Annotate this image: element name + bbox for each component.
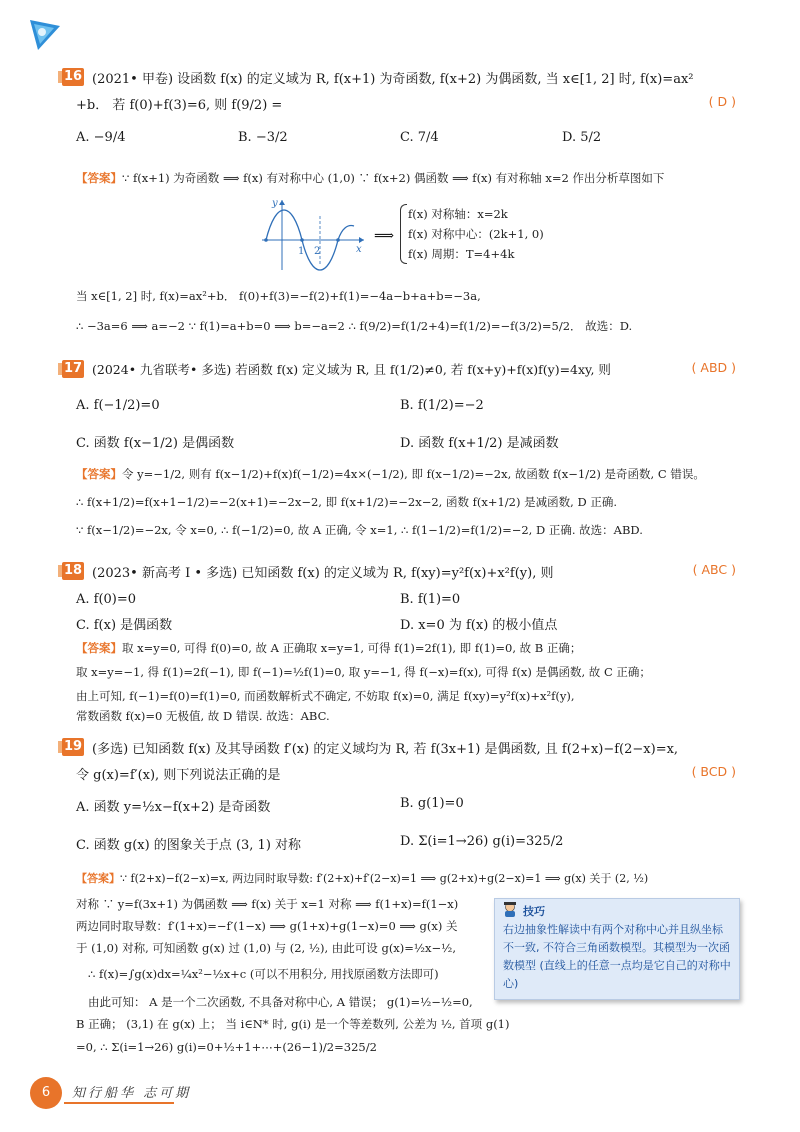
option-d: D. x=0 为 f(x) 的极小值点	[400, 618, 558, 633]
solution-label: 【答案】	[76, 641, 122, 655]
option-c: C. 函数 f(x−1/2) 是偶函数	[76, 436, 235, 451]
option-a: A. f(−1/2)=0	[76, 398, 160, 413]
graph-tick-1: 1	[298, 246, 305, 257]
graph-property: f(x) 对称中心：(2k+1, 0)	[408, 227, 544, 241]
graph-tick-2: 2	[314, 246, 321, 257]
brace	[400, 204, 407, 264]
solution-line: ∴ f(x+1/2)=f(x+1−1/2)=−2(x+1)=−2x−2, 即 f(x+1/2)=−2x−2, 函数 f(x+1/2) 是减函数, D 正确.	[76, 495, 617, 509]
solution-line: ∴ f(x)=∫g(x)dx=¼x²−½x+c (可以不用积分, 用找原函数方法即可)	[88, 967, 439, 981]
question-number: 19	[63, 739, 83, 754]
tip-box	[494, 898, 740, 1000]
option-a: A. −9/4	[76, 130, 126, 145]
option-d: D. 函数 f(x+1/2) 是减函数	[400, 436, 559, 451]
option-c: C. 函数 g(x) 的图象关于点 (3, 1) 对称	[76, 838, 302, 853]
solution-text: ∵ f(2+x)−f(2−x)=x, 两边同时取导数: f′(2+x)+f′(2−x)=1 ⟹ g(2+x)+g(2−x)=1 ⟹ g(x) 关于 (2, ½)	[120, 872, 649, 885]
student-icon	[501, 901, 519, 917]
answer-key: ( ABC )	[692, 562, 736, 577]
solution-label: 【答案】	[76, 171, 122, 185]
question-stem: (2023• 新高考 Ⅰ • 多选) 已知函数 f(x) 的定义域为 R, f(xy)=y²f(x)+x²f(y), 则	[92, 566, 554, 581]
option-a: A. f(0)=0	[76, 592, 137, 607]
solution-line: 常数函数 f(x)=0 无极值, 故 D 错误. 故选：ABC.	[76, 709, 330, 723]
option-c: C. f(x) 是偶函数	[76, 618, 173, 633]
solution-line: ∴ −3a=6 ⟹ a=−2 ∵ f(1)=a+b=0 ⟹ b=−a=2 ∴ f(9/2)=f(1/2+4)=f(1/2)=−f(3/2)=5/2． 故选：D.	[76, 319, 633, 333]
option-b: B. g(1)=0	[400, 796, 464, 811]
solution-text: 取 x=y=0, 可得 f(0)=0, 故 A 正确取 x=y=1, 可得 f(1)=2f(1), 即 f(1)=0, 故 B 正确；	[122, 641, 582, 655]
option-d: D. 5/2	[562, 130, 602, 145]
solution-line: ∵ f(x−1/2)=−2x, 令 x=0, ∴ f(−1/2)=0, 故 A 正确, 令 x=1, ∴ f(1−1/2)=f(1/2)=−2, D 正确. 故选：ABD.	[76, 523, 643, 537]
solution-line: 由此可知： A 是一个二次函数, 不具备对称中心, A 错误； g(1)=½−½=0,	[88, 995, 473, 1009]
question-stem: (2024• 九省联考• 多选) 若函数 f(x) 定义域为 R, 且 f(1/2)≠0, 若 f(x+y)+f(x)f(y)=4xy, 则	[92, 362, 611, 377]
solution-line: 于 (1,0) 对称, 可知函数 g(x) 过 (1,0) 与 (2, ½), 由此可设 g(x)=½x−½,	[76, 941, 456, 955]
option-b: B. f(1/2)=−2	[400, 398, 484, 413]
solution-text: ∵ f(x+1) 为奇函数 ⟹ f(x) 有对称中心 (1,0) ∵ f(x+2) 偶函数 ⟹ f(x) 有对称轴 x=2 作出分析草图如下	[122, 171, 665, 185]
option-d: D. Σ(i=1→26) g(i)=325/2	[400, 834, 564, 849]
option-b: B. f(1)=0	[400, 592, 461, 607]
graph-property: f(x) 周期：T=4+4k	[408, 247, 515, 261]
solution-text: 令 y=−1/2, 则有 f(x−1/2)+f(x)f(−1/2)=4x×(−1/2), 即 f(x−1/2)=−2x, 故函数 f(x−1/2) 是奇函数, C 错误。	[122, 467, 705, 481]
solution-line	[76, 640, 581, 656]
solution-line: =0, ∴ Σ(i=1→26) g(i)=0+½+1+⋯+(26−1)/2=325/2	[76, 1040, 377, 1054]
solution-line	[76, 466, 705, 482]
solution-line: 两边同时取导数：f′(1+x)=−f′(1−x) ⟹ g(1+x)+g(1−x)=0 ⟹ g(x) 关	[76, 919, 458, 933]
solution-label: 【答案】	[76, 467, 122, 481]
triangle-logo-icon	[24, 14, 64, 54]
graph-property: f(x) 对称轴：x=2k	[408, 207, 508, 221]
solution-line: 当 x∈[1, 2] 时, f(x)=ax²+b． f(0)+f(3)=−f(2)+f(1)=−4a−b+a+b=−3a,	[76, 289, 481, 303]
tip-title: 技巧	[523, 905, 545, 918]
answer-key: ( BCD )	[691, 764, 736, 779]
implies-arrow: ⟹	[374, 228, 395, 244]
tip-body: 右边抽象性解读中有两个对称中心并且纵坐标不一致, 不符合三角函数模型。其模型为一次函数模型 (直线上的任意一点均是它自己的对称中心)	[503, 923, 731, 990]
question-number: 16	[63, 69, 83, 84]
option-b: B. −3/2	[238, 130, 288, 145]
footer-divider	[64, 1102, 174, 1104]
footer-motto: 知行船华 志可期	[72, 1086, 192, 1101]
question-stem-continued: +b． 若 f(0)+f(3)=6, 则 f(9/2) =	[76, 98, 283, 113]
solution-line: B 正确； (3,1) 在 g(x) 上； 当 i∈N* 时, g(i) 是一个等差数列, 公差为 ½, 首项 g(1)	[76, 1017, 510, 1031]
question-stem: (2021• 甲卷) 设函数 f(x) 的定义域为 R, f(x+1) 为奇函数, f(x+2) 为偶函数, 当 x∈[1, 2] 时, f(x)=ax²	[92, 72, 694, 87]
solution-line: 对称 ∵ y=f(3x+1) 为偶函数 ⟹ f(x) 关于 x=1 对称 ⟹ f(1+x)=f(1−x)	[76, 897, 459, 911]
question-number: 17	[63, 361, 83, 376]
graph-y-label: y	[272, 198, 278, 209]
question-stem: (多选) 已知函数 f(x) 及其导函数 f′(x) 的定义域均为 R, 若 f(3x+1) 是偶函数, 且 f(2+x)−f(2−x)=x,	[92, 742, 679, 757]
question-number: 18	[63, 563, 83, 578]
page-number: 6	[30, 1077, 62, 1109]
option-a: A. 函数 y=½x−f(x+2) 是奇函数	[76, 800, 271, 815]
solution-line: 由上可知, f(−1)=f(0)=f(1)=0, 而函数解析式不确定, 不妨取 f(x)=0, 满足 f(xy)=y²f(x)+x²f(y),	[76, 689, 575, 703]
answer-key: ( ABD )	[691, 360, 736, 375]
question-stem-continued: 令 g(x)=f′(x), 则下列说法正确的是	[76, 768, 281, 783]
option-c: C. 7/4	[400, 130, 439, 145]
solution-line: 取 x=y=−1, 得 f(1)=2f(−1), 即 f(−1)=½f(1)=0, 取 y=−1, 得 f(−x)=f(x), 可得 f(x) 是偶函数, 故 C 正确；	[76, 665, 651, 679]
answer-key: ( D )	[708, 94, 736, 109]
solution-line	[76, 870, 648, 886]
solution-label: 【答案】	[76, 872, 120, 885]
solution-line	[76, 170, 664, 186]
graph-x-label: x	[356, 244, 362, 255]
